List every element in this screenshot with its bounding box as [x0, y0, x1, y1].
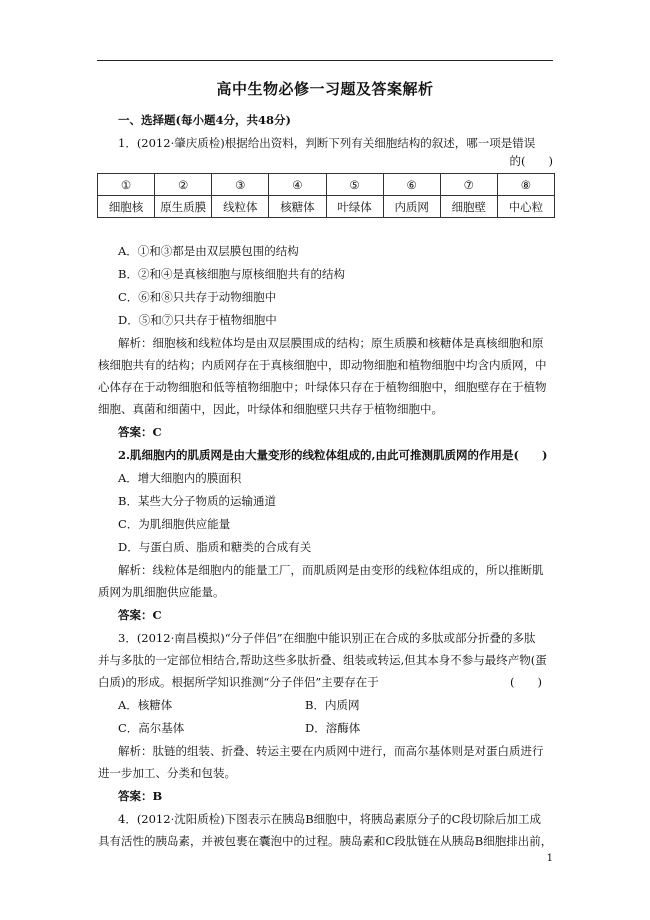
q2-analysis-line: 解析：线粒体是细胞内的能量工厂，而肌质网是由变形的线粒体组成的，所以推断肌: [118, 563, 544, 577]
q1-option-b: B．②和④是真核细胞与原核细胞共有的结构: [118, 267, 345, 281]
table-row-numbers: [98, 174, 555, 196]
q1-analysis-line: 核细胞共有的结构；内质网存在于真核细胞中，即动物细胞和植物细胞中均含内质网，中: [98, 358, 547, 372]
q1-analysis-line: 解析：细胞核和线粒体均是由双层膜围成的结构；原生质膜和核糖体是真核细胞和原: [118, 336, 544, 350]
q4-stem-line: 4．(2012·沈阳质检)下图表示在胰岛B细胞中，将胰岛素原分子的C段切除后加工成: [118, 812, 541, 826]
q3-option-b: B．内质网: [305, 698, 360, 712]
table-cell: 细胞核: [98, 196, 155, 218]
q3-stem-line: 并与多肽的一定部位相结合,帮助这些多肽折叠、组装或转运,但其本身不参与最终产物(蛋: [98, 653, 547, 667]
q2-option-d: D．与蛋白质、脂质和糖类的合成有关: [118, 540, 312, 554]
q2-analysis-line: 质网为肌细胞供应能量。: [98, 585, 225, 599]
table-cell: ⑤: [326, 174, 383, 196]
table-cell: ①: [98, 174, 155, 196]
table-cell: ③: [212, 174, 269, 196]
table-cell: ⑦: [440, 174, 497, 196]
q4-stem-line: 具有活性的胰岛素，并被包裹在囊泡中的过程。胰岛素和C段肽链在从胰岛B细胞排出前，: [98, 834, 553, 848]
page-title: 高中生物必修一习题及答案解析: [216, 80, 434, 98]
q2-option-b: B．某些大分子物质的运输通道: [118, 494, 276, 508]
table-cell: ⑥: [383, 174, 440, 196]
q3-answer: 答案：B: [118, 789, 163, 803]
table-cell: 中心粒: [497, 196, 554, 218]
q3-analysis-line: 进一步加工、分类和包装。: [98, 766, 236, 780]
table-cell: 原生质膜: [155, 196, 212, 218]
q2-stem: 2.肌细胞内的肌质网是由大量变形的线粒体组成的,由此可推测肌质网的作用是( ): [118, 448, 548, 462]
q2-option-c: C．为肌细胞供应能量: [118, 517, 231, 531]
table-cell: ⑧: [497, 174, 554, 196]
q3-option-c: C．高尔基体: [118, 721, 185, 735]
q2-answer: 答案：C: [118, 608, 162, 622]
q3-option-d: D．溶酶体: [305, 721, 361, 735]
q3-analysis-line: 解析：肽链的组装、折叠、转运主要在内质网中进行，而高尔基体则是对蛋白质进行: [118, 744, 544, 758]
q3-stem-line: 白质)的形成。根据所学知识推测“分子伴侣”主要存在于: [98, 675, 379, 689]
q3-answer-bracket: ( ): [510, 675, 542, 689]
cell-structure-table: [97, 173, 555, 218]
table-cell: ②: [155, 174, 212, 196]
header-rule: [97, 60, 553, 61]
q3-option-a: A．核糖体: [118, 698, 173, 712]
table-cell: 细胞壁: [440, 196, 497, 218]
q1-analysis-line: 心体存在于动物细胞和低等植物细胞中；叶绿体只存在于植物细胞中，细胞壁存在于植物: [98, 380, 547, 394]
q1-answer: 答案：C: [118, 425, 162, 439]
q3-stem-line: 3．(2012·南昌模拟)“分子伴侣”在细胞中能识别正在合成的多肽或部分折叠的多肽: [118, 631, 536, 645]
table-cell: 叶绿体: [326, 196, 383, 218]
table-cell: ④: [269, 174, 326, 196]
q1-option-c: C．⑥和⑧只共存于动物细胞中: [118, 290, 277, 304]
q1-stem-line-2: 的( ): [509, 154, 553, 168]
q1-stem-line-1: 1．(2012·肇庆质检)根据给出资料，判断下列有关细胞结构的叙述，哪一项是错误: [118, 136, 536, 150]
table-row-names: [98, 196, 555, 218]
table-cell: 核糖体: [269, 196, 326, 218]
q1-option-a: A．①和③都是由双层膜包围的结构: [118, 244, 299, 258]
section-heading: 一、选择题(每小题4分，共48分): [118, 113, 291, 127]
q2-option-a: A．增大细胞内的膜面积: [118, 471, 242, 485]
table-cell: 内质网: [383, 196, 440, 218]
q1-analysis-line: 细胞、真菌和细菌中，因此，叶绿体和细胞壁只共存于植物细胞中。: [98, 402, 443, 416]
table-cell: 线粒体: [212, 196, 269, 218]
q1-option-d: D．⑤和⑦只共存于植物细胞中: [118, 313, 277, 327]
page-number: 1: [546, 853, 553, 864]
